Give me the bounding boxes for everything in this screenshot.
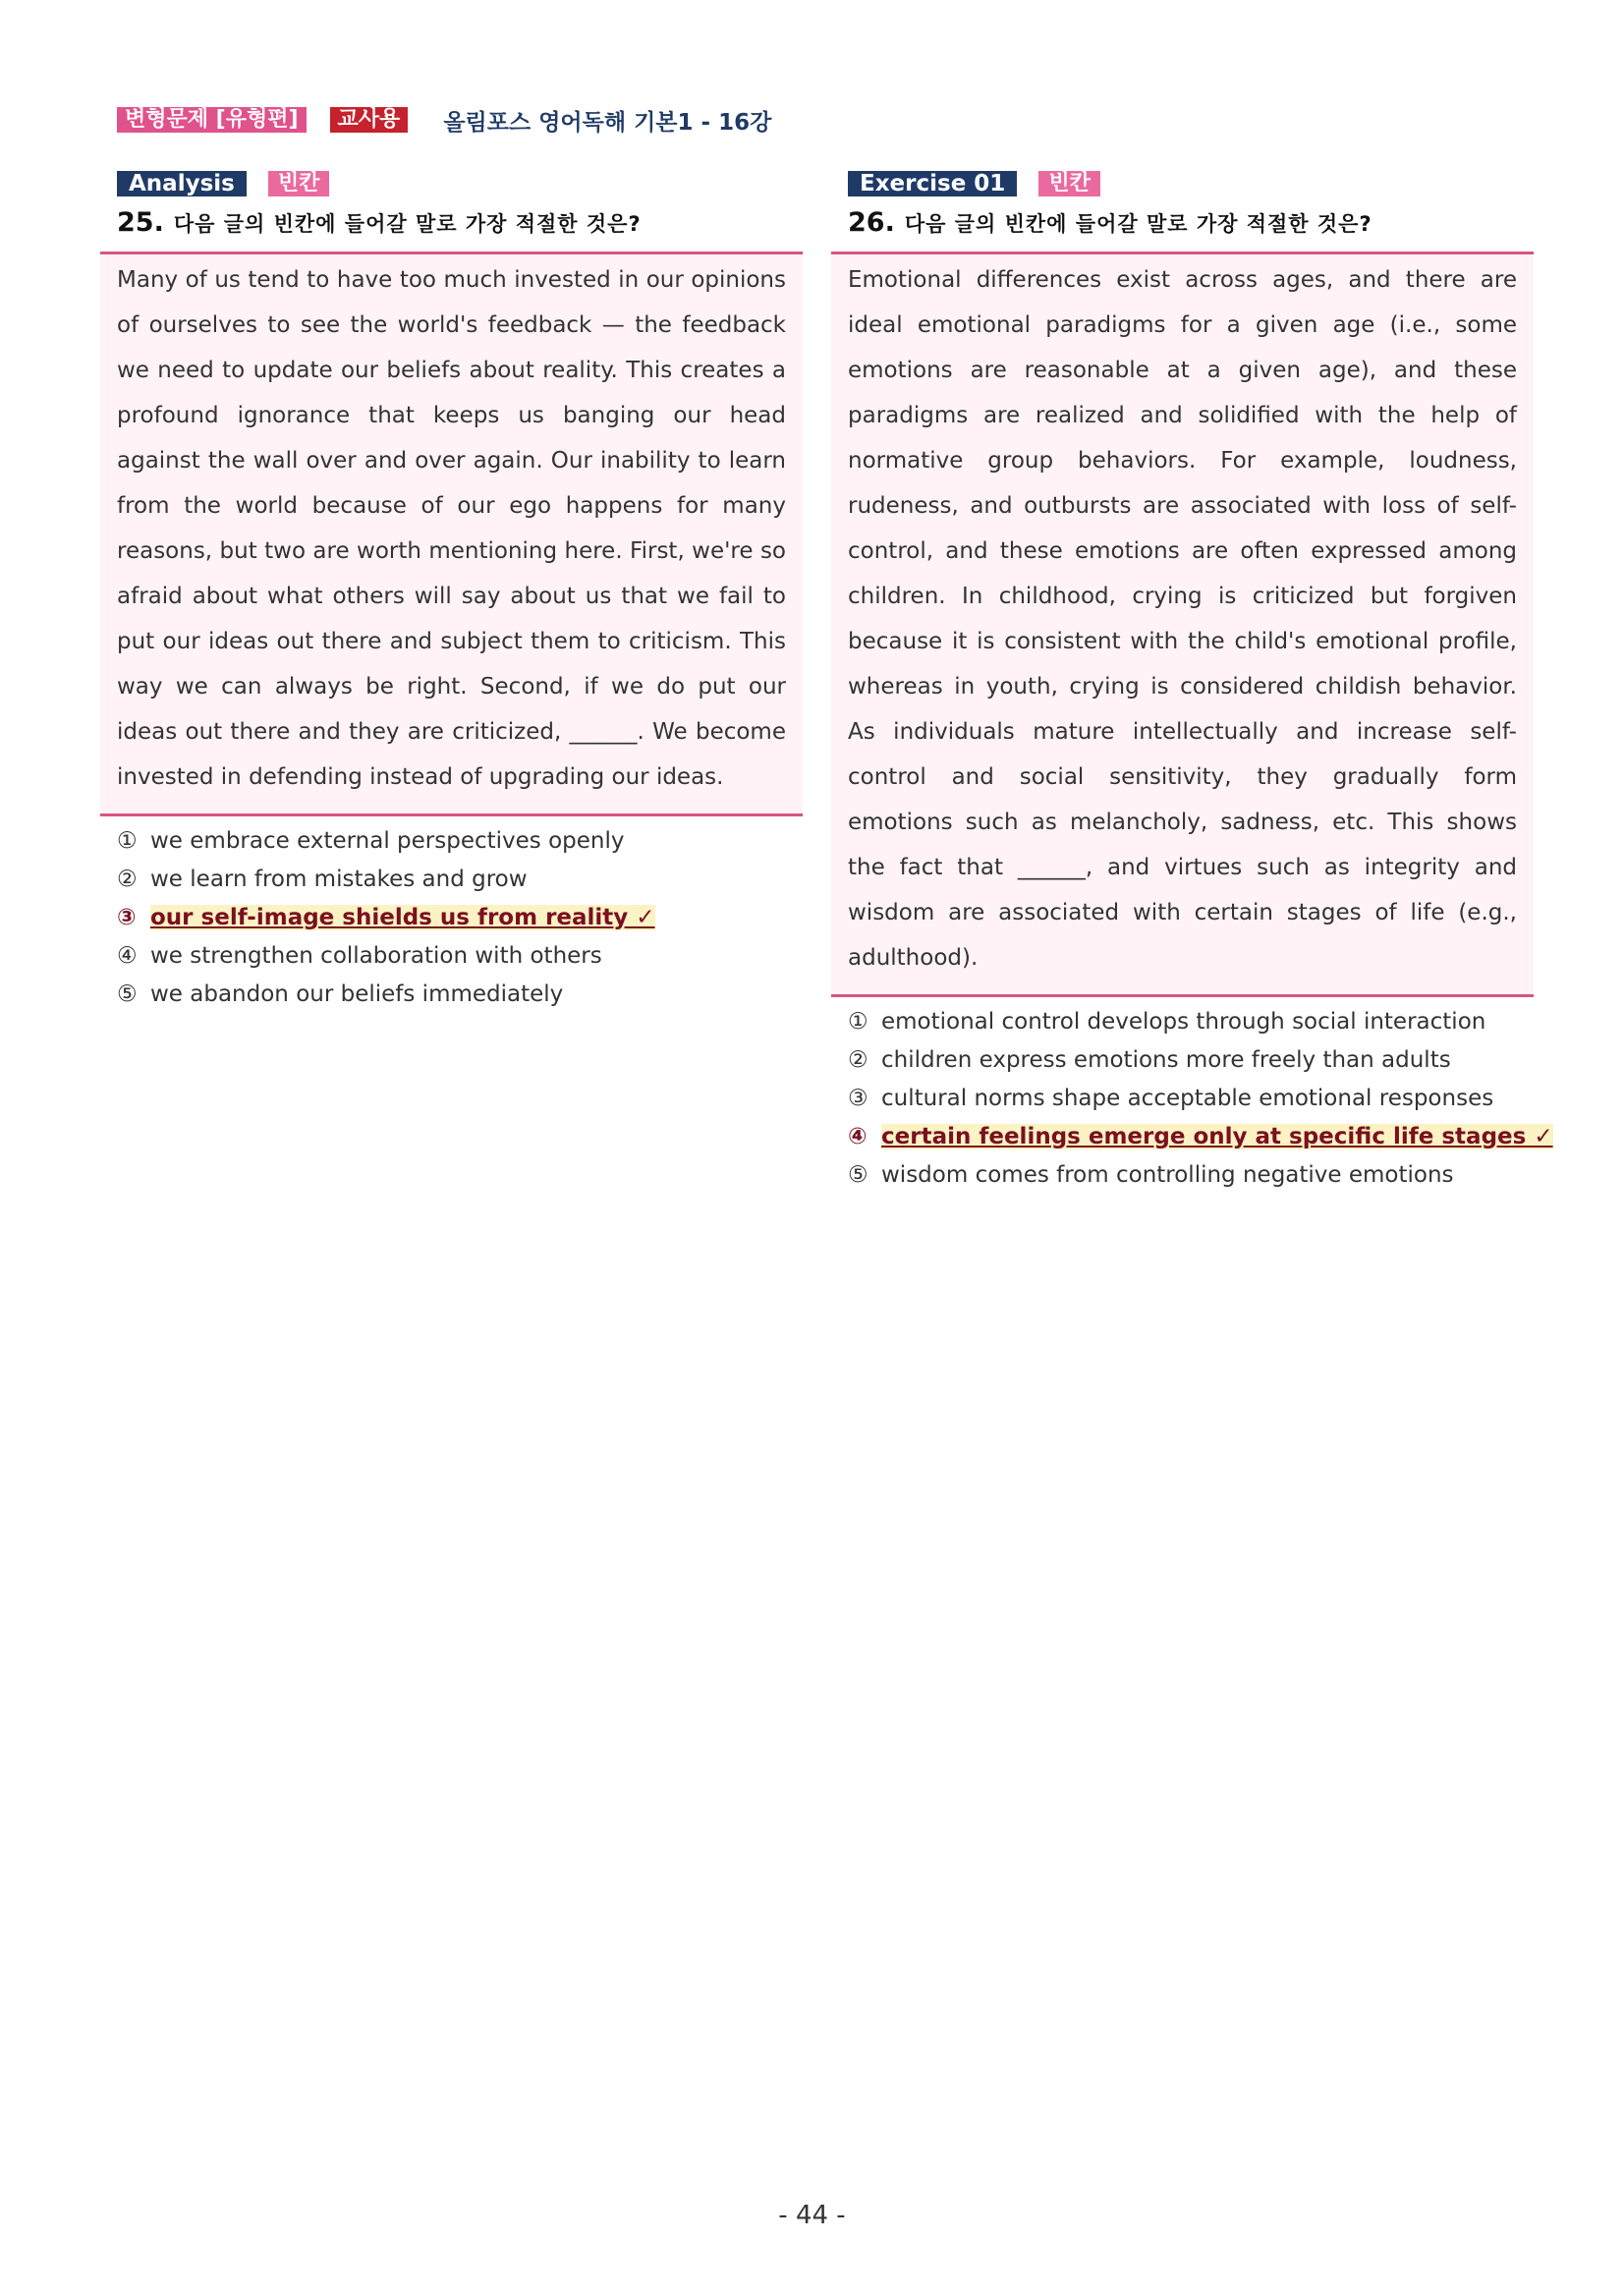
section-labels	[848, 170, 1534, 197]
question-text: 다음 글의 빈칸에 들어갈 말로 가장 적절한 것은?	[904, 212, 1372, 236]
teacher-version-tag: 교사용	[330, 107, 409, 133]
worksheet-type-tag: 변형문제 [유형편]	[117, 107, 307, 133]
page-number: - 44 -	[778, 2201, 846, 2230]
question-prompt	[848, 207, 1534, 241]
option-4: ④ we strengthen collaboration with others	[117, 943, 602, 969]
option-2: ② children express emotions more freely than adults	[848, 1047, 1451, 1073]
passage-text: Many of us tend to have too much invested in our opinions of ourselves to see the world's feedback — the feedback we need to update our beliefs about reality. This creates a profound ignorance that keeps us banging our head against the wall over and over again. Our inability to learn from the world because of our ego happens for many reasons, but two are worth mentioning here. First, we're so afraid about what others will say about us that we fail to put our ideas out there and subject them to criticism. This way we can always be right. Second, if we do put our ideas out there and they are criticized, ______. We become invested in defending instead of upgrading our ideas.	[117, 267, 786, 790]
exercise-label: Exercise 01	[848, 171, 1017, 196]
option-1: ① we embrace external perspectives openly	[117, 828, 625, 854]
question-number: 26.	[848, 207, 895, 238]
passage-box	[831, 252, 1534, 997]
blank-type-label: 빈칸	[268, 171, 330, 196]
option-5: ⑤ we abandon our beliefs immediately	[117, 981, 564, 1007]
option-5: ⑤ wisdom comes from controlling negative emotions	[848, 1162, 1454, 1188]
book-title: 올림포스 영어독해 기본1 - 16강	[443, 109, 772, 136]
option-2: ② we learn from mistakes and grow	[117, 867, 528, 892]
question-25-column	[100, 170, 803, 1014]
question-number: 25.	[117, 207, 164, 238]
question-26-column	[831, 170, 1553, 1195]
analysis-label: Analysis	[117, 171, 247, 196]
blank-type-label: 빈칸	[1038, 171, 1100, 196]
option-3-correct-answer: ③ our self-image shields us from reality ✓	[117, 905, 655, 930]
question-text: 다음 글의 빈칸에 들어갈 말로 가장 적절한 것은?	[173, 212, 642, 236]
option-1: ① emotional control develops through social interaction	[848, 1009, 1486, 1035]
option-4-correct-answer: ④ certain feelings emerge only at specific life stages ✓	[848, 1124, 1553, 1149]
passage-box	[100, 252, 803, 816]
answer-options	[831, 1003, 1553, 1195]
page-header	[117, 105, 771, 135]
question-prompt	[117, 207, 803, 241]
section-labels	[117, 170, 803, 197]
answer-options	[100, 822, 803, 1014]
option-3: ③ cultural norms shape acceptable emotional responses	[848, 1086, 1494, 1111]
passage-text: Emotional differences exist across ages, and there are ideal emotional paradigms for a given age (i.e., some emotions are reasonable at a given age), and these paradigms are realized and solidified with the help of normative group behaviors. For example, loudness, rudeness, and outbursts are associated with loss of self-control, and these emotions are often expressed among children. In childhood, crying is criticized but forgiven because it is consistent with the child's emotional profile, whereas in youth, crying is considered childish behavior. As individuals mature intellectually and increase self-control and social sensitivity, they gradually form emotions such as melancholy, sadness, etc. This shows the fact that ______, and virtues such as integrity and wisdom are associated with certain stages of life (e.g., adulthood).	[848, 267, 1517, 971]
